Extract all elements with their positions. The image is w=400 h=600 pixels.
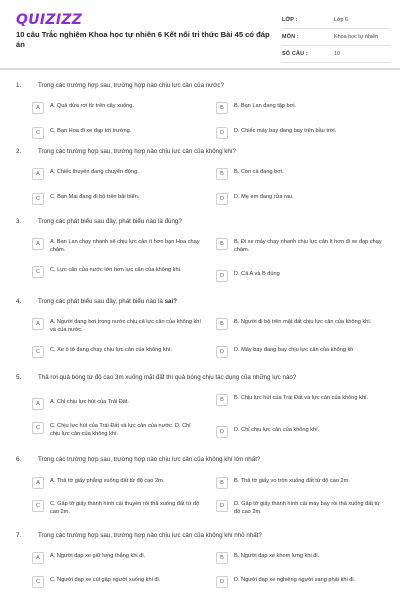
question-number: 6. <box>16 456 22 463</box>
option-text: C. Bạn Mai đang đi bộ trên bãi biển. <box>50 194 140 200</box>
option-letter: A <box>32 238 44 250</box>
option-d[interactable] <box>216 270 386 282</box>
option-d[interactable] <box>216 346 386 358</box>
question-number: 1. <box>16 82 22 89</box>
option-b[interactable] <box>216 168 386 180</box>
question-text: Trong các trường hợp sau, trường hợp nào chịu lực cản của không khí nhỏ nhất? <box>38 532 262 539</box>
meta-row-subject <box>282 29 390 46</box>
option-text: A. Quả dừa rơi từ trên cây xuống. <box>50 103 134 109</box>
question-text: Trong các trường hợp sau, trường hợp nào chịu lực cản của không khí? <box>38 148 236 155</box>
meta-key: SỐ CÂU : <box>282 51 308 57</box>
option-letter: A <box>32 168 44 180</box>
option-text: D. Cả A và B đúng <box>234 271 280 277</box>
option-letter: B <box>216 318 228 330</box>
option-letter: D <box>216 193 228 205</box>
option-b[interactable] <box>216 238 386 254</box>
option-letter: D <box>216 346 228 358</box>
option-letter: A <box>32 552 44 564</box>
option-text: D. Chiếc máy bay đang bay trên bầu trời. <box>234 128 337 134</box>
option-c[interactable] <box>32 266 202 278</box>
option-b[interactable] <box>216 477 386 489</box>
meta-value: 10 <box>334 51 340 57</box>
option-text: B. Con cá đang bơi. <box>234 169 284 175</box>
option-a[interactable] <box>32 318 202 334</box>
option-text: A. Bạn Lan chạy nhanh sẽ chịu lực cản ít hơn bạn Hoa chạy chậm. <box>50 239 200 253</box>
option-d[interactable] <box>216 426 386 438</box>
option-letter: B <box>216 477 228 489</box>
option-text: D. Người đạp xe nghiêng người sang phải khi đi. <box>234 577 356 583</box>
option-text: D. Máy bay đang bay chịu lực cản của không kh <box>234 347 354 353</box>
question-text-emphasis: sai? <box>164 298 177 305</box>
option-d[interactable] <box>216 127 386 139</box>
option-letter: A <box>32 477 44 489</box>
question-number: 7. <box>16 532 22 539</box>
option-letter: B <box>216 238 228 250</box>
question-text: Trong các phát biểu sau đây, phát biểu nào là đúng? <box>38 218 182 225</box>
worksheet-header <box>0 0 400 66</box>
option-text: B. Bạn Lan đang tập bơi. <box>234 103 297 109</box>
option-letter: B <box>216 394 228 406</box>
option-text: A. Người đạp xe giữ lưng thẳng khi đi. <box>50 553 146 559</box>
question-number: 4. <box>16 298 22 305</box>
option-letter: D <box>216 270 228 282</box>
option-a[interactable] <box>32 552 202 564</box>
option-letter: A <box>32 318 44 330</box>
quizizz-logo: QUIZIZZ <box>16 12 83 28</box>
option-letter: C <box>32 576 44 588</box>
option-letter: B <box>216 552 228 564</box>
option-text: A. Chỉ chịu lực hút của Trái Đất. <box>50 399 129 405</box>
option-d[interactable] <box>216 500 386 516</box>
worksheet-title: 10 câu Trắc nghiệm Khoa học tự nhiên 6 Kết nối tri thức Bài 45 có đáp án <box>16 30 270 49</box>
header-divider <box>0 68 400 70</box>
option-d[interactable] <box>216 193 386 205</box>
option-text: B. Chịu lực hút của Trái Đất và lực cản của không khí. <box>234 395 369 401</box>
option-d[interactable] <box>216 576 386 588</box>
option-letter: A <box>32 102 44 114</box>
option-c[interactable] <box>32 576 202 588</box>
option-letter: D <box>216 127 228 139</box>
option-c[interactable] <box>32 193 202 205</box>
option-c[interactable] <box>32 422 202 438</box>
question-number: 3. <box>16 218 22 225</box>
option-a[interactable] <box>32 398 202 410</box>
meta-row-class <box>282 12 390 29</box>
meta-value: Lớp 6 <box>334 17 349 23</box>
option-letter: C <box>32 193 44 205</box>
meta-key: LỚP : <box>282 17 298 23</box>
option-a[interactable] <box>32 102 202 114</box>
option-a[interactable] <box>32 477 202 489</box>
option-letter: D <box>216 500 228 512</box>
option-text: B. Thả tờ giấy vo tròn xuống đất từ độ cao 2m. <box>234 478 350 484</box>
option-letter: C <box>32 266 44 278</box>
worksheet-meta <box>282 12 390 63</box>
option-letter: D <box>216 576 228 588</box>
option-text: B. Đi xe máy chạy nhanh chịu lực cản ít hơn đi xe đạp chạy chậm. <box>234 239 382 253</box>
option-letter: C <box>32 500 44 512</box>
option-text: A. Người đang bơi trong nước chịu cả lực cản của không khí và của nước. <box>50 319 201 333</box>
option-b[interactable] <box>216 102 386 114</box>
option-text: C. Gấp tờ giấy thành hình cái thuyền rồi thả xuống đất từ độ cao 2m. <box>50 501 200 515</box>
option-letter: B <box>216 102 228 114</box>
question-text-main: Trong các phát biểu sau đây, phát biểu nào là <box>38 298 165 305</box>
question-number: 2. <box>16 148 22 155</box>
option-c[interactable] <box>32 127 202 139</box>
option-letter: C <box>32 127 44 139</box>
question-number: 5. <box>16 374 22 381</box>
option-text: C. Lực cản của nước lớn hơn lực cản của không khí. <box>50 267 182 273</box>
question-text: Thả rơi quả bóng từ độ cao 3m xuống mặt đất thì quả bóng chịu tác dụng của những lực nào? <box>38 374 297 381</box>
option-c[interactable] <box>32 500 202 516</box>
question-text <box>38 298 383 305</box>
meta-row-count <box>282 46 390 63</box>
option-letter: B <box>216 168 228 180</box>
option-letter: A <box>32 398 44 410</box>
option-text: B. Người đạp xe khom lưng khi đi. <box>234 553 320 559</box>
option-text: C. Xe ô tô đang chạy chịu lực cản của không khí. <box>50 347 172 353</box>
option-letter: C <box>32 346 44 358</box>
option-letter: D <box>216 426 228 438</box>
question-text: Trong các trường hợp sau, trường hợp nào chịu lực cản của nước? <box>38 82 224 89</box>
option-text: C. Bạn Hoa đi xe đạp tới trường. <box>50 128 132 134</box>
option-text: A. Chiếc thuyền đang chuyển động. <box>50 169 139 175</box>
option-text: C. Người đạp xe cúi gập người xuống khi đi. <box>50 577 161 583</box>
question-text: Trong các trường hợp sau, trường hợp nào chịu lực cản của không khí lớn nhất? <box>38 456 261 463</box>
option-text: D. Mẹ em đang rửa rau. <box>234 194 294 200</box>
option-text: A. Thả tờ giấy phẳng xuống đất từ độ cao 2m. <box>50 478 165 484</box>
option-text: D. Chỉ chịu lực cản của không khí. <box>234 427 320 433</box>
option-a[interactable] <box>32 168 202 180</box>
option-text: B. Người đi bộ trên mặt đất chịu lực cản của không khí. <box>234 319 372 325</box>
meta-key: MÔN : <box>282 34 299 40</box>
option-b[interactable] <box>216 552 386 564</box>
option-c[interactable] <box>32 346 202 358</box>
option-b[interactable] <box>216 318 386 330</box>
option-text: C. Chịu lực hút của Trái Đất và lực cản của nước. D. Chỉ chịu lực cản của không khí. <box>50 423 191 437</box>
option-letter: C <box>32 422 44 434</box>
meta-value: Khoa học tự nhiên <box>334 34 379 40</box>
option-a[interactable] <box>32 238 202 254</box>
option-b[interactable] <box>216 394 386 406</box>
option-text: D. Gấp tờ giấy thành hình cái máy bay rồi thả xuống đất từ độ cao 2m. <box>234 501 380 515</box>
